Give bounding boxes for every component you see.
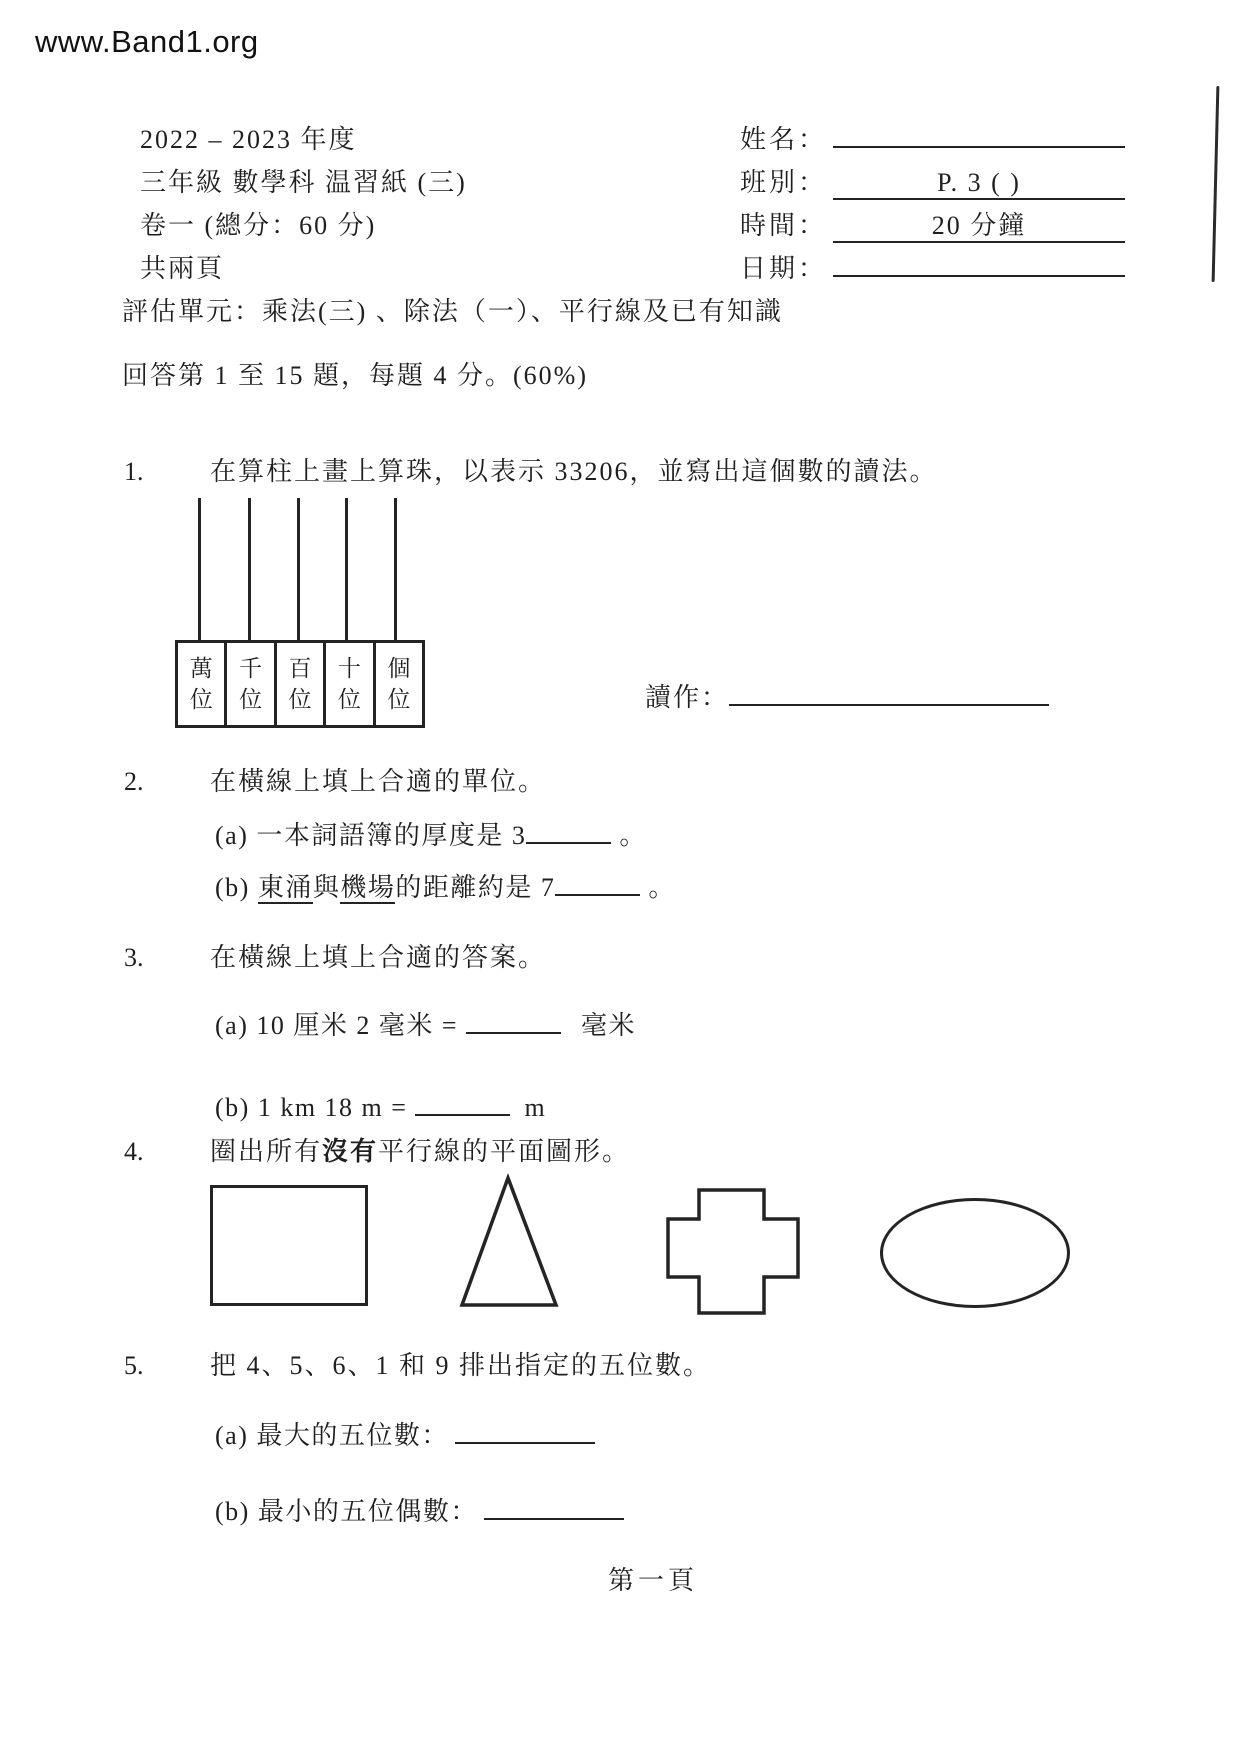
time-label: 時間： [740,211,828,240]
proper-noun-underlined: 機場 [340,873,396,902]
field-row-time [740,210,1125,243]
question-5-line [124,1350,711,1381]
answer-blank [455,1442,595,1444]
question-2a-suffix: 。 [619,821,647,850]
answer-blank [415,1114,510,1116]
question-5-text: 把 4、5、6、1 和 9 排出指定的五位數。 [210,1351,712,1380]
shape-rectangle [210,1185,368,1306]
abacus-rod [394,498,397,640]
name-blank [833,146,1125,148]
question-5a-line [215,1420,595,1451]
place-cell-text: 百 [288,655,312,681]
answer-blank [555,894,640,896]
question-2-line [124,766,546,797]
question-3-text: 在橫線上填上合適的答案。 [210,943,547,972]
reading-line [645,682,1049,713]
answer-blank [729,704,1049,706]
question-3a-unit: 毫米 [581,1011,637,1040]
place-cell-hundreds [274,643,323,725]
question-1-line [124,456,938,487]
place-cell-ten-thousands [178,643,224,725]
shape-triangle [453,1172,563,1312]
place-cell-tens [323,643,372,725]
answer-blank [526,842,611,844]
question-3a-text: (a) 10 厘米 2 毫米 = [215,1011,459,1040]
page-number: 第一頁 [608,1566,699,1595]
abacus-rod [198,498,201,640]
question-3-line [124,942,546,973]
question-4-text-bold: 沒有 [322,1137,379,1166]
question-3-number: 3. [124,943,144,972]
header-subject-line: 三年級 數學科 温習紙 (三) [140,168,467,197]
question-2a-text: (a) 一本詞語簿的厚度是 3 [215,821,527,850]
header-year-line: 2022 – 2023 年度 [140,125,357,154]
shape-ellipse [880,1198,1070,1308]
question-2-text: 在橫線上填上合適的單位。 [210,767,547,796]
answer-blank [466,1032,561,1034]
class-label: 班別： [740,168,828,197]
abacus-rod [297,498,300,640]
header-paper-line: 卷一 (總分：60 分) [140,211,377,240]
place-value-table [175,640,425,728]
answer-blank [484,1518,624,1520]
abacus-rod [345,498,348,640]
place-cell-ones [373,643,422,725]
field-row-name [740,124,1125,155]
time-value: 20 分鐘 [833,210,1125,243]
scan-artifact-line [1212,86,1220,282]
place-cell-text: 個 [387,655,411,681]
place-cell-text: 千 [239,655,263,681]
place-cell-thousands [224,643,273,725]
question-4-number: 4. [124,1137,144,1166]
question-2a-line [215,820,647,851]
date-label: 日期： [740,254,828,283]
question-4-text: 圈出所有 [210,1137,323,1166]
question-2b-prefix: (b) [215,873,258,902]
class-value: P. 3 ( ) [833,167,1125,200]
question-5-number: 5. [124,1351,144,1380]
question-3b-unit: m [524,1093,547,1122]
place-cell-text: 位 [337,687,361,712]
reading-label: 讀作： [645,683,730,712]
abacus-rod [248,498,251,640]
question-2b-line [215,872,676,903]
place-cell-text: 位 [189,687,213,712]
name-label: 姓名： [740,125,828,154]
question-5b-text: (b) 最小的五位偶數： [215,1497,478,1526]
instructions-line: 回答第 1 至 15 題，每題 4 分。(60%) [122,361,588,390]
question-3b-text: (b) 1 km 18 m = [215,1093,408,1122]
question-2-number: 2. [124,767,144,796]
question-5b-line [215,1496,624,1527]
question-2b-text: 與 [312,873,341,902]
header-pages-line: 共兩頁 [140,254,225,283]
place-cell-text: 萬 [189,655,213,681]
question-2b-suffix: 。 [648,873,676,902]
question-3b-line [215,1092,546,1123]
site-watermark: www.Band1.org [35,24,259,59]
assessment-units-line: 評估單元：乘法(三) 、除法（一）、平行線及已有知識 [122,297,783,326]
question-5a-text: (a) 最大的五位數： [215,1421,449,1450]
place-cell-text: 十 [337,655,361,681]
date-blank [833,275,1125,277]
question-4-text: 平行線的平面圖形。 [378,1137,631,1166]
proper-noun-underlined: 東涌 [257,873,313,902]
field-row-class [740,167,1125,200]
shape-cross [666,1188,800,1315]
question-3a-line [215,1010,636,1041]
question-1-text: 在算柱上畫上算珠，以表示 33206，並寫出這個數的讀法。 [210,457,938,486]
question-2b-text: 的距離約是 7 [395,873,556,902]
question-1-number: 1. [124,457,144,486]
question-4-line [124,1136,630,1167]
place-cell-text: 位 [239,687,263,712]
place-cell-text: 位 [288,687,312,712]
place-cell-text: 位 [387,687,411,712]
field-row-date [740,253,1125,284]
